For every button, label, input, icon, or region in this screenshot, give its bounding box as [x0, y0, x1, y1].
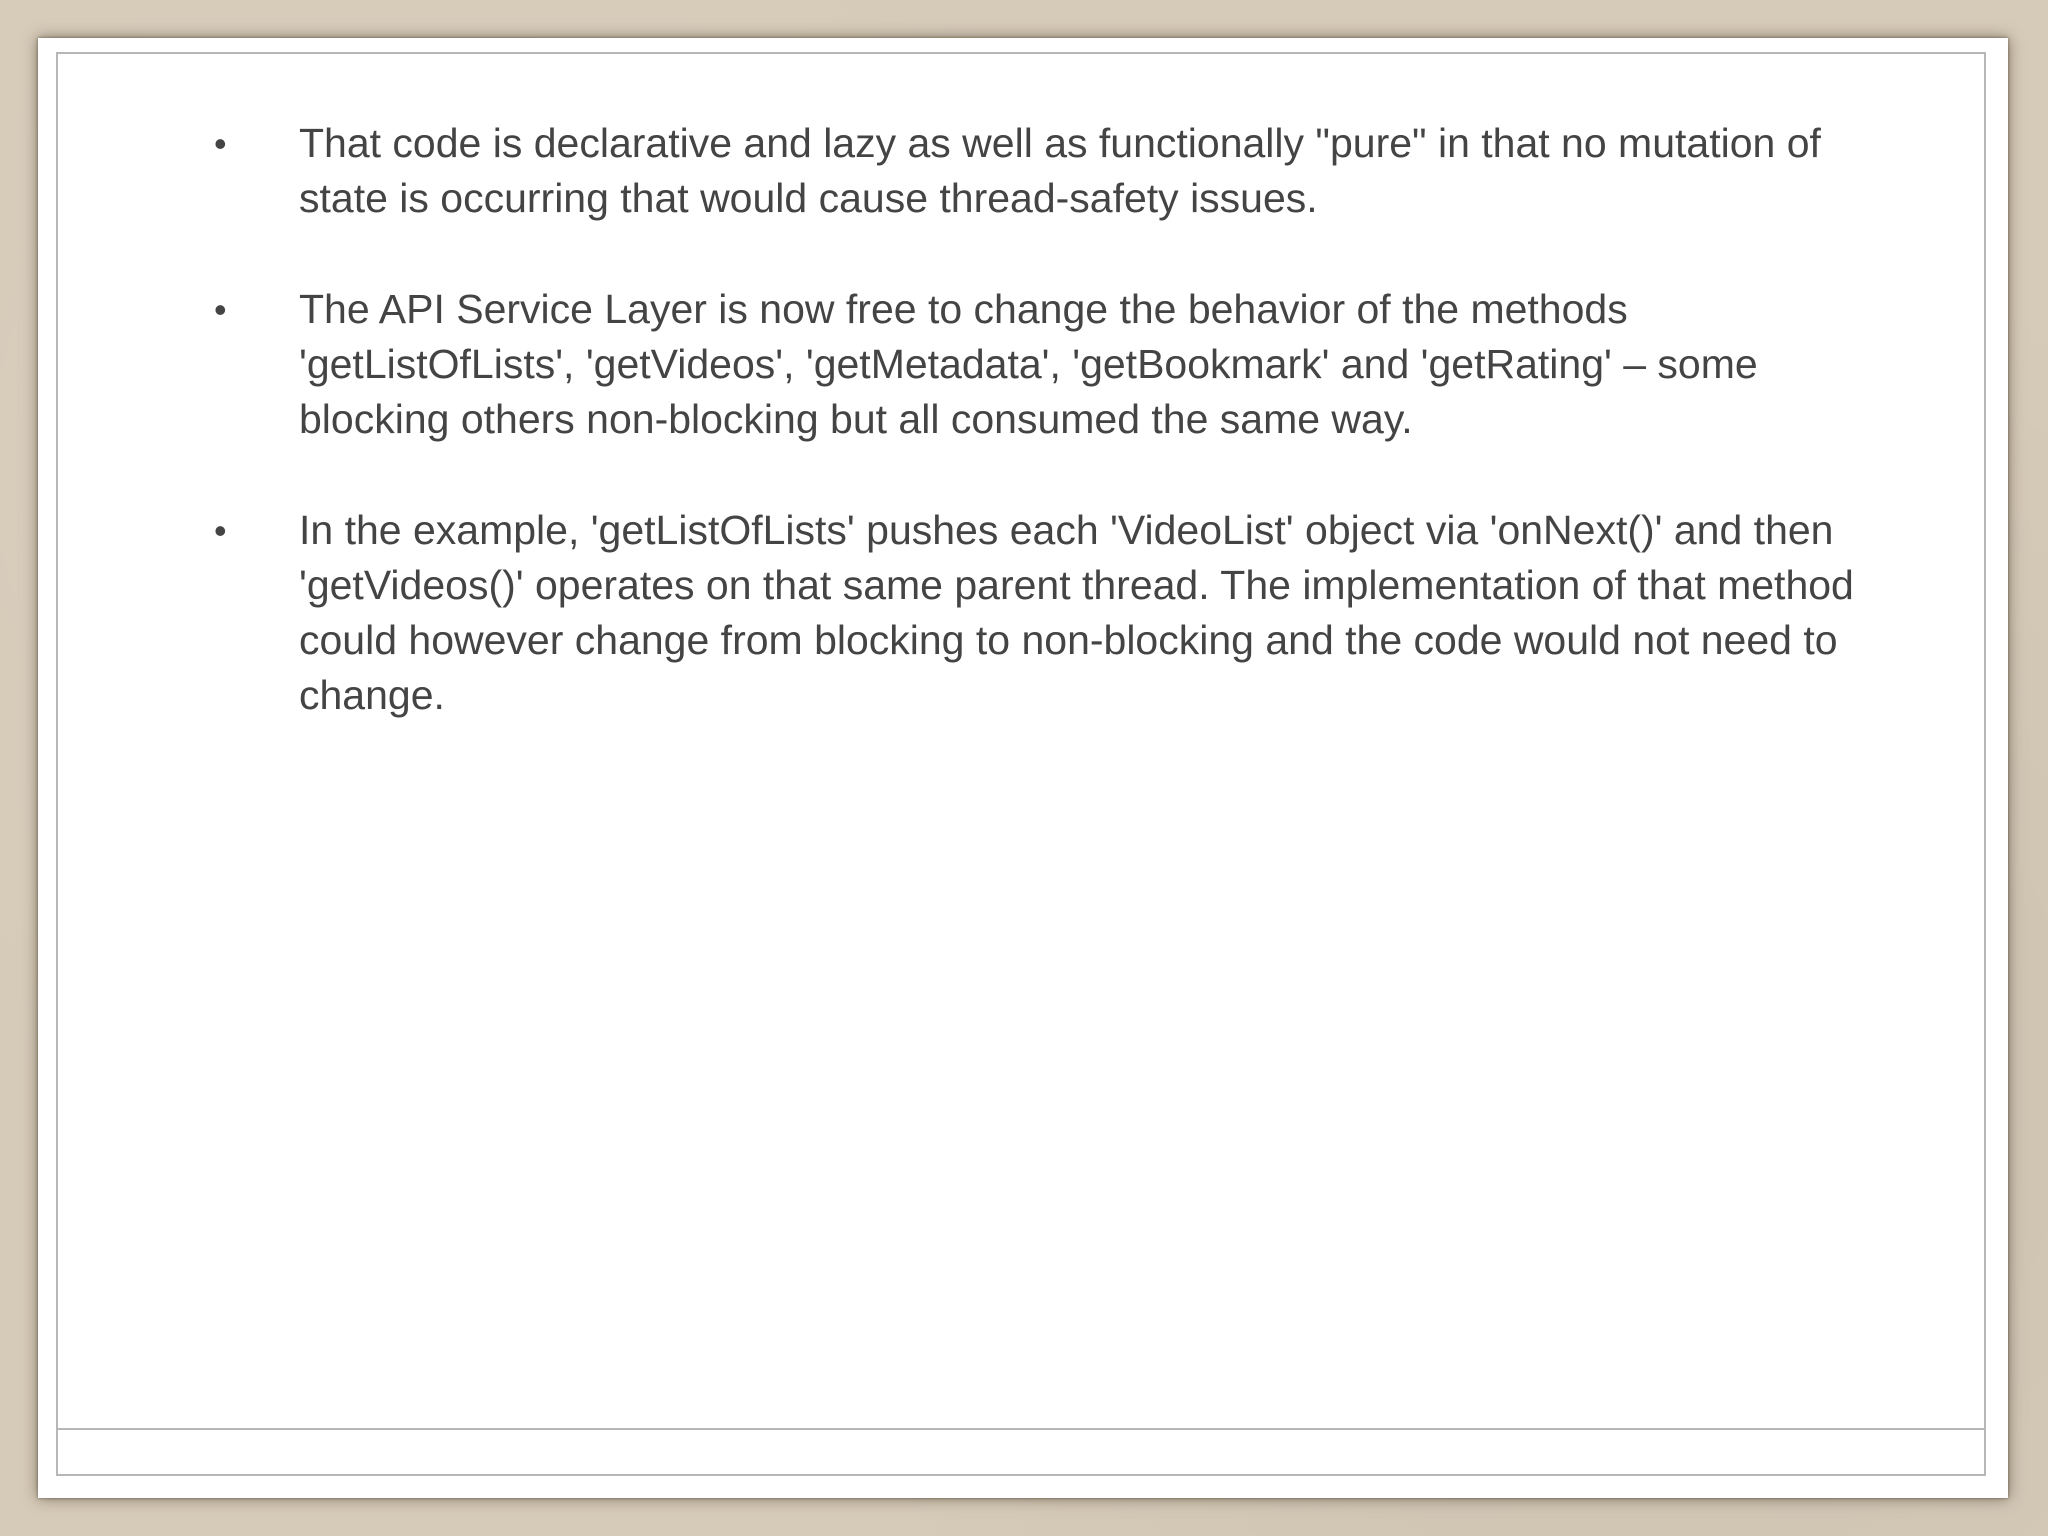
bullet-icon: • — [214, 123, 227, 164]
slide-content — [38, 38, 2008, 1498]
bullet-icon: • — [214, 289, 227, 330]
bullet-item — [214, 282, 1874, 447]
bullet-text: That code is declarative and lazy as well as functionally "pure" in that no mutation of state is occurring that would cause thread-safety issues. — [299, 120, 1821, 221]
bullet-text: In the example, 'getListOfLists' pushes each 'VideoList' object via 'onNext()' and then 'getVideos()' operates on that same parent thread. The implementation of that method could however change from blocking to non-blocking and the code would not need to change. — [299, 507, 1854, 718]
bullet-item — [214, 116, 1874, 226]
bullet-item — [214, 503, 1874, 723]
bullet-list — [214, 116, 1874, 779]
bullet-icon: • — [214, 510, 227, 551]
bullet-text: The API Service Layer is now free to change the behavior of the methods 'getListOfLists', 'getVideos', 'getMetadata', 'getBookmark' and 'getRating' – some blocking others non-blocking but all consumed the same way. — [299, 286, 1758, 442]
slide — [38, 38, 2008, 1498]
